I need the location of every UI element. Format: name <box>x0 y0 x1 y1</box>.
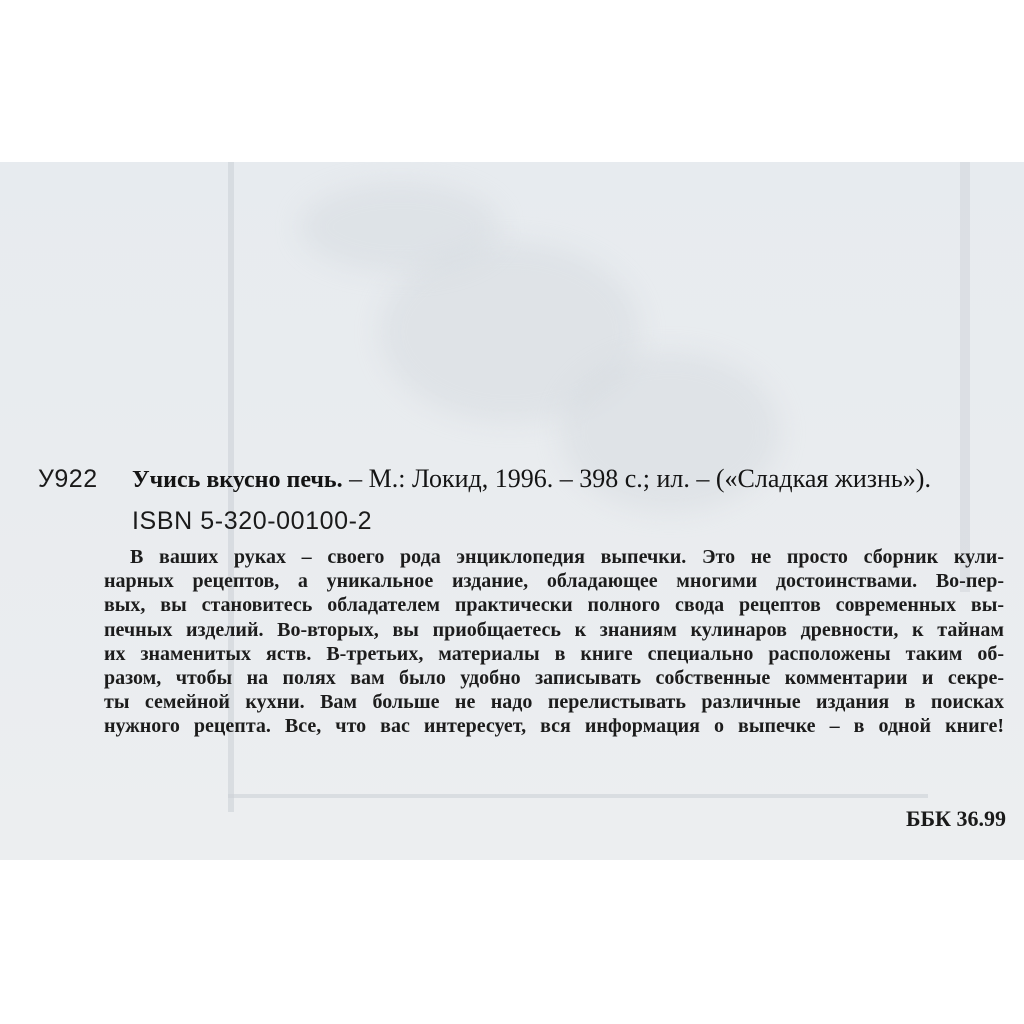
annotation-line: ты семейной кухни. Вам больше не надо перелистывать различные издания в поисках <box>104 691 1004 714</box>
show-through-frame-right <box>960 162 970 592</box>
show-through-blot <box>300 182 500 272</box>
bbk-code: ББК 36.99 <box>905 806 1006 831</box>
udc-code: У922 <box>38 465 98 493</box>
annotation-line: разом, чтобы на полях вам было удобно записывать собственные комментарии и секре- <box>104 667 1004 690</box>
annotation-line: В ваших руках – своего рода энциклопедия выпечки. Это не просто сборник кули- <box>130 546 1004 568</box>
bibliographic-record <box>132 464 931 494</box>
show-through-frame-bottom <box>228 794 928 798</box>
annotation-paragraph <box>104 545 1004 739</box>
annotation-line: их знаменитых яств. В-третьих, материалы в книге специально расположены таким об- <box>104 642 1004 665</box>
isbn: ISBN 5-320-00100-2 <box>132 507 373 535</box>
book-title: Учись вкусно печь. <box>132 467 343 493</box>
annotation-line: вых, вы становитесь обладателем практически полного свода рецептов современных вы- <box>104 594 1004 617</box>
annotation-line: нужного рецепта. Все, что вас интересует, вся информация о выпечке – в одной книге! <box>104 715 1004 738</box>
scanned-page <box>0 162 1024 860</box>
annotation-line: печных изделий. Во-вторых, вы приобщаетесь к знаниям кулинаров древности, к тайнам <box>104 618 1004 641</box>
annotation-line: нарных рецептов, а уникальное издание, обладающее многими достоинствами. Во-пер- <box>104 570 1004 593</box>
publication-details: – М.: Локид, 1996. – 398 с.; ил. – («Сладкая жизнь»). <box>342 464 931 493</box>
